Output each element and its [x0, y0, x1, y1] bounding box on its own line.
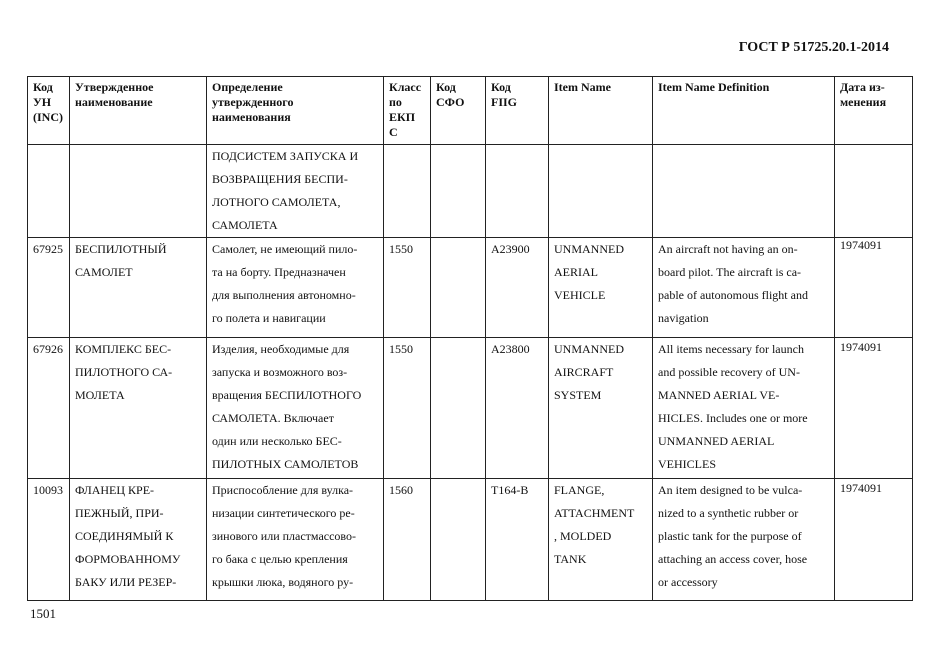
cell-item-definition: An aircraft not having an on- board pilot. The aircraft is ca- pable of autonomous flight and navigation	[653, 238, 835, 338]
cell-name: ФЛАНЕЦ КРЕ- ПЕЖНЫЙ, ПРИ- СОЕДИНЯМЫЙ К ФОРМОВАННОМУ БАКУ ИЛИ РЕЗЕР-	[70, 479, 207, 601]
cell-date: 1974091	[835, 338, 913, 479]
col-header-definition: Определение утвержденного наименования	[207, 77, 384, 145]
document-title: ГОСТ Р 51725.20.1-2014	[738, 40, 889, 55]
cell-inc	[28, 145, 70, 238]
cell-item-name: FLANGE, ATTACHMENT , MOLDED TANK	[549, 479, 653, 601]
cell-sfo	[431, 145, 486, 238]
cell-definition: Приспособление для вулка- низации синтетического ре- зинового или пластмассово- го бака с целью крепления крышки люка, водяного ру-	[207, 479, 384, 601]
cell-date: 1974091	[835, 238, 913, 338]
table-row	[28, 479, 913, 601]
cell-item-name	[549, 145, 653, 238]
cell-fiig: T164-B	[486, 479, 549, 601]
cell-name	[70, 145, 207, 238]
cell-sfo	[431, 238, 486, 338]
cell-class: 1550	[384, 238, 431, 338]
cell-item-name: UNMANNED AERIAL VEHICLE	[549, 238, 653, 338]
cell-inc: 67925	[28, 238, 70, 338]
cell-name: БЕСПИЛОТНЫЙ САМОЛЕТ	[70, 238, 207, 338]
cell-inc: 67926	[28, 338, 70, 479]
cell-fiig: A23800	[486, 338, 549, 479]
cell-definition: ПОДСИСТЕМ ЗАПУСКА И ВОЗВРАЩЕНИЯ БЕСПИ- ЛОТНОГО САМОЛЕТА, САМОЛЕТА	[207, 145, 384, 238]
table-row	[28, 238, 913, 338]
col-header-date: Дата из- менения	[835, 77, 913, 145]
col-header-item-name: Item Name	[549, 77, 653, 145]
cell-sfo	[431, 338, 486, 479]
header-row	[28, 77, 913, 145]
cell-date	[835, 145, 913, 238]
cell-class	[384, 145, 431, 238]
cell-item-definition: All items necessary for launch and possible recovery of UN- MANNED AERIAL VE- HICLES. Includes one or more UNMANNED AERIAL VEHICLES	[653, 338, 835, 479]
table-row	[28, 145, 913, 238]
col-header-sfo: Код СФО	[431, 77, 486, 145]
col-header-fiig: Код FIIG	[486, 77, 549, 145]
cell-item-definition: An item designed to be vulca- nized to a synthetic rubber or plastic tank for the purpose of attaching an access cover, hose or accessory	[653, 479, 835, 601]
cell-sfo	[431, 479, 486, 601]
table-row	[28, 338, 913, 479]
col-header-approved-name: Утвержденное наименование	[70, 77, 207, 145]
cell-inc: 10093	[28, 479, 70, 601]
cell-item-name: UNMANNED AIRCRAFT SYSTEM	[549, 338, 653, 479]
cell-item-definition	[653, 145, 835, 238]
data-table	[27, 76, 913, 601]
cell-class: 1560	[384, 479, 431, 601]
cell-class: 1550	[384, 338, 431, 479]
cell-date: 1974091	[835, 479, 913, 601]
cell-name: КОМПЛЕКС БЕС- ПИЛОТНОГО СА- МОЛЕТА	[70, 338, 207, 479]
col-header-inc: Код УН (INC)	[28, 77, 70, 145]
cell-fiig	[486, 145, 549, 238]
cell-fiig: A23900	[486, 238, 549, 338]
cell-definition: Изделия, необходимые для запуска и возможного воз- вращения БЕСПИЛОТНОГО САМОЛЕТА. Включает один или несколько БЕС- ПИЛОТНЫХ САМОЛЕТОВ	[207, 338, 384, 479]
page-number: 1501	[30, 606, 56, 621]
col-header-class: Класс по ЕКП С	[384, 77, 431, 145]
cell-definition: Самолет, не имеющий пило- та на борту. Предназначен для выполнения автономно- го полета и навигации	[207, 238, 384, 338]
col-header-item-definition: Item Name Definition	[653, 77, 835, 145]
